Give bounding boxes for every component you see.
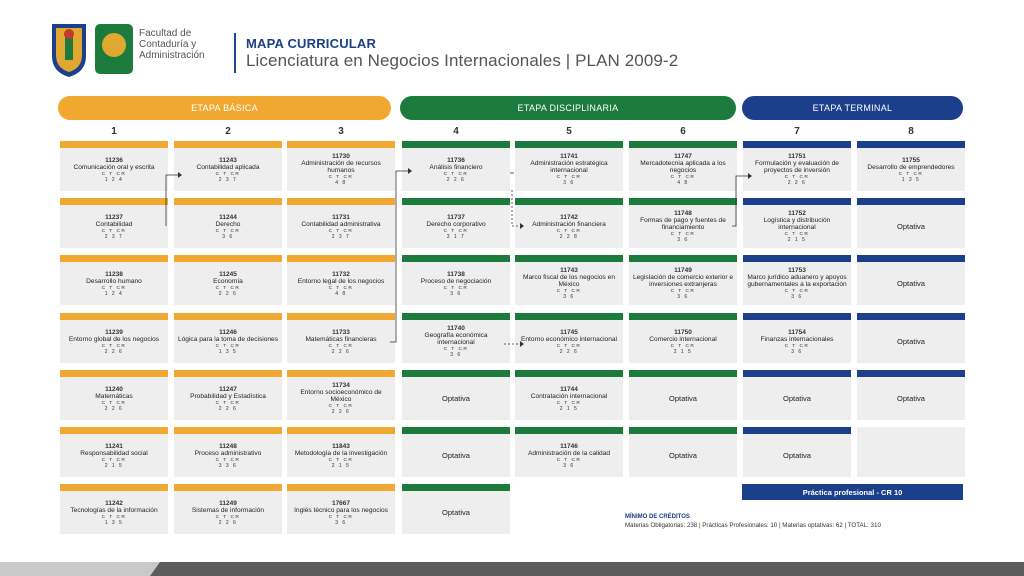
course-credits: 2 2 6 (218, 519, 238, 526)
credit-header: C T CR (328, 514, 354, 520)
course-code: 11737 (447, 213, 465, 221)
course-code: 11748 (674, 210, 692, 217)
course-credits: 2 1 5 (104, 462, 124, 469)
course-name: Entorno global de los negocios (68, 335, 160, 343)
credit-header: C T CR (101, 228, 127, 234)
course-name: Matemáticas financieras (305, 335, 377, 343)
course-credits: 4 8 (335, 290, 347, 297)
course-credits: 2 2 6 (218, 405, 238, 412)
course-code: 11243 (219, 156, 237, 164)
course-name: Metodología de la investigación (294, 449, 388, 457)
course-credits: 2 2 6 (331, 409, 351, 415)
credit-header: C T CR (556, 457, 582, 463)
course-code: 11746 (560, 442, 578, 450)
course-name: Legislación de comercio exterior e inversiones extranjeras (632, 274, 734, 288)
credit-header: C T CR (101, 400, 127, 406)
credit-header: C T CR (215, 457, 241, 463)
course-credits: 1 3 5 (218, 348, 238, 355)
course-name: Contabilidad administrativa (301, 220, 381, 228)
course-name: Contabilidad (95, 220, 133, 228)
course-name: Desarrollo de emprendedores (867, 163, 955, 171)
course-name: Proceso administrativo (194, 449, 262, 457)
course-name: Proceso de negociación (420, 277, 492, 285)
course-name: Lógica para la toma de decisiones (177, 335, 279, 343)
optional-label: Optativa (442, 508, 470, 517)
credit-header: C T CR (556, 400, 582, 406)
credit-header: C T CR (784, 289, 810, 294)
course-credits: 3 6 (791, 294, 803, 300)
course-name: Contabilidad aplicada (196, 163, 260, 171)
course-code: 11752 (788, 210, 806, 217)
course-name: Administración financiera (532, 220, 606, 228)
course-code: 11236 (105, 156, 123, 164)
course-credits: 3 6 (563, 180, 575, 186)
optional-label: Optativa (783, 394, 811, 403)
course-code: 11744 (560, 385, 578, 393)
course-name: Probabilidad y Estadística (190, 392, 266, 400)
credit-header: C T CR (328, 457, 354, 463)
optional-label: Optativa (442, 451, 470, 460)
course-code: 11753 (788, 267, 806, 274)
course-credits: 2 2 6 (446, 176, 466, 183)
course-name: Formas de pago y fuentes de financiamiento (640, 217, 726, 231)
course-code: 11754 (788, 328, 806, 336)
course-name: Administración de la calidad (527, 449, 611, 457)
course-code: 11731 (332, 213, 350, 221)
course-code: 11732 (332, 270, 350, 278)
column-number: 1 (111, 126, 117, 137)
stage-terminal: ETAPA TERMINAL (742, 96, 963, 120)
course-credits: 1 2 4 (104, 290, 124, 297)
credit-header: C T CR (328, 285, 354, 291)
course-credits: 2 2 6 (787, 180, 807, 186)
course-name: Logística y distribución internacional (763, 217, 831, 231)
column-number: 5 (566, 126, 572, 137)
course-credits: 4 8 (335, 180, 347, 186)
course-code: 11241 (105, 442, 123, 450)
course-code: 11247 (219, 385, 237, 393)
column-number: 7 (794, 126, 800, 137)
course-code: 11750 (674, 328, 692, 336)
course-name: Entorno socioeconómico de México (300, 389, 382, 403)
course-code: 11738 (447, 270, 465, 278)
optional-label: Optativa (897, 279, 925, 288)
column-number: 6 (680, 126, 686, 137)
course-credits: 2 1 5 (331, 462, 351, 469)
course-code: 17667 (331, 499, 351, 507)
course-name: Comercio internacional (649, 335, 717, 343)
course-credits: 3 6 (791, 348, 803, 355)
credit-header: C T CR (328, 343, 354, 349)
course-code: 11755 (902, 156, 920, 164)
course-name: Administración estratégica internacional (530, 160, 608, 174)
credit-header: C T CR (215, 171, 241, 177)
stage-disciplinary: ETAPA DISCIPLINARIA (400, 96, 736, 120)
course-credits: 3 3 6 (218, 462, 238, 469)
course-code: 11246 (219, 328, 237, 336)
course-code: 11733 (332, 328, 350, 336)
course-credits: 2 2 6 (104, 348, 124, 355)
course-name: Análisis financiero (429, 163, 483, 171)
course-name: Marco jurídico aduanero y apoyos gubernamentales a la exportación (747, 274, 847, 288)
credit-header: C T CR (784, 175, 810, 180)
credit-header: C T CR (215, 285, 241, 291)
credit-header: C T CR (556, 228, 582, 234)
course-credits: 2 2 8 (559, 233, 579, 240)
optional-label: Optativa (783, 451, 811, 460)
optional-label: Optativa (897, 394, 925, 403)
course-credits: 3 6 (563, 294, 575, 300)
course-credits: 2 1 5 (787, 237, 807, 243)
course-code: 11240 (105, 385, 123, 393)
credit-header: C T CR (784, 343, 810, 349)
credit-header: C T CR (670, 343, 696, 349)
course-credits: 2 2 6 (559, 348, 579, 355)
credit-header: C T CR (101, 457, 127, 463)
optional-label: Optativa (897, 222, 925, 231)
credit-header: C T CR (215, 400, 241, 406)
column-number: 8 (908, 126, 914, 137)
footer-band-dark (150, 562, 1024, 576)
course-code: 11242 (105, 499, 123, 507)
course-credits: 3 6 (450, 290, 462, 297)
credit-header: C T CR (215, 228, 241, 234)
credit-header: C T CR (215, 514, 241, 520)
credit-header: C T CR (670, 232, 696, 237)
course-code: 11745 (560, 328, 578, 336)
course-name: Desarrollo humano (86, 277, 142, 285)
practica-profesional: Práctica profesional - CR 10 (742, 484, 963, 500)
course-name: Formulación y evaluación de proyectos de inversión (755, 160, 839, 174)
credit-header: C T CR (443, 285, 469, 291)
course-credits: 2 1 5 (673, 348, 693, 355)
course-credits: 2 2 6 (218, 290, 238, 297)
course-code: 11751 (788, 153, 806, 160)
credit-header: C T CR (784, 232, 810, 237)
course-credits: 2 2 6 (331, 348, 351, 355)
course-code: 11238 (105, 270, 123, 278)
course-credits: 1 3 5 (901, 176, 921, 183)
course-credits: 3 6 (222, 233, 234, 240)
optional-label: Optativa (669, 394, 697, 403)
course-credits: 3 6 (563, 462, 575, 469)
course-name: Responsabilidad social (80, 449, 148, 457)
credit-header: C T CR (101, 171, 127, 177)
course-code: 11244 (219, 213, 237, 221)
course-name: Derecho corporativo (426, 220, 486, 228)
course-code: 11248 (219, 442, 237, 450)
credit-header: C T CR (898, 171, 924, 177)
credit-header: C T CR (101, 514, 127, 520)
course-credits: 2 3 7 (104, 233, 124, 240)
course-name: Contratación internacional (530, 392, 608, 400)
course-code: 11736 (447, 156, 465, 164)
optional-label: Optativa (897, 337, 925, 346)
column-number: 4 (453, 126, 459, 137)
course-code: 11741 (560, 153, 578, 160)
course-code: 11239 (105, 328, 123, 336)
credits-summary: Materias Obligatorias: 238 | Prácticas Profesionales: 10 | Materias optativas: 62 | TOTAL: 310 (625, 522, 881, 529)
faculty-name: Facultad de Contaduría y Administración (139, 28, 205, 61)
credit-header: C T CR (443, 228, 469, 234)
credit-header: C T CR (328, 404, 354, 409)
course-name: Inglés técnico para los negocios (294, 506, 388, 514)
course-code: 11740 (447, 325, 465, 332)
course-code: 11730 (332, 153, 350, 160)
credit-header: C T CR (556, 343, 582, 349)
page-subtitle: Licenciatura en Negocios Internacionales | PLAN 2009-2 (246, 51, 679, 70)
course-code: 11843 (332, 442, 350, 450)
course-credits: 2 3 7 (331, 233, 351, 240)
course-name: Administración de recursos humanos (301, 160, 381, 174)
course-code: 11749 (674, 267, 692, 274)
credit-header: C T CR (101, 285, 127, 291)
course-code: 11747 (674, 153, 692, 160)
credit-header: C T CR (443, 347, 469, 352)
column-number: 3 (338, 126, 344, 137)
course-code: 11742 (560, 213, 578, 221)
stage-basic: ETAPA BÁSICA (58, 96, 391, 120)
credit-header: C T CR (328, 228, 354, 234)
course-name: Finanzas internacionales (760, 335, 834, 343)
course-credits: 2 2 6 (104, 405, 124, 412)
course-credits: 2 3 7 (218, 176, 238, 183)
course-code: 11249 (219, 499, 237, 507)
credit-header: C T CR (101, 343, 127, 349)
optional-label: Optativa (669, 451, 697, 460)
course-credits: 3 6 (335, 519, 347, 526)
course-name: Marco fiscal de los negocios en México (523, 274, 615, 288)
course-name: Derecho (215, 220, 241, 228)
course-name: Entorno legal de los negocios (297, 277, 385, 285)
course-name: Matemáticas (95, 392, 133, 400)
course-name: Geografía económica internacional (424, 332, 488, 346)
course-code: 11734 (332, 382, 350, 389)
credit-header: C T CR (670, 289, 696, 294)
course-name: Entorno económico internacional (520, 335, 618, 343)
course-credits: 3 6 (677, 237, 689, 243)
credit-header: C T CR (556, 175, 582, 180)
course-code: 11743 (560, 267, 578, 274)
course-name: Comunicación oral y escrita (73, 163, 155, 171)
course-name: Sistemas de información (191, 506, 265, 514)
course-credits: 2 1 5 (559, 405, 579, 412)
course-code: 11245 (219, 270, 237, 278)
credits-title: MÍNIMO DE CRÉDITOS (625, 514, 690, 520)
course-name: Tecnologías de la información (70, 506, 158, 514)
course-credits: 1 2 4 (104, 176, 124, 183)
credit-header: C T CR (328, 175, 354, 180)
course-credits: 1 3 5 (104, 519, 124, 526)
course-name: Economía (213, 277, 243, 285)
course-credits: 3 6 (677, 294, 689, 300)
optional-label: Optativa (442, 394, 470, 403)
column-number: 2 (225, 126, 231, 137)
credit-header: C T CR (670, 175, 696, 180)
credit-header: C T CR (556, 289, 582, 294)
page-title: MAPA CURRICULAR (246, 36, 377, 51)
course-credits: 4 8 (677, 180, 689, 186)
course-name: Mercadotecnia aplicada a los negocios (640, 160, 726, 174)
credit-header: C T CR (215, 343, 241, 349)
course-credits: 3 1 7 (446, 233, 466, 240)
credit-header: C T CR (443, 171, 469, 177)
course-code: 11237 (105, 213, 123, 221)
course-credits: 3 6 (450, 352, 462, 358)
